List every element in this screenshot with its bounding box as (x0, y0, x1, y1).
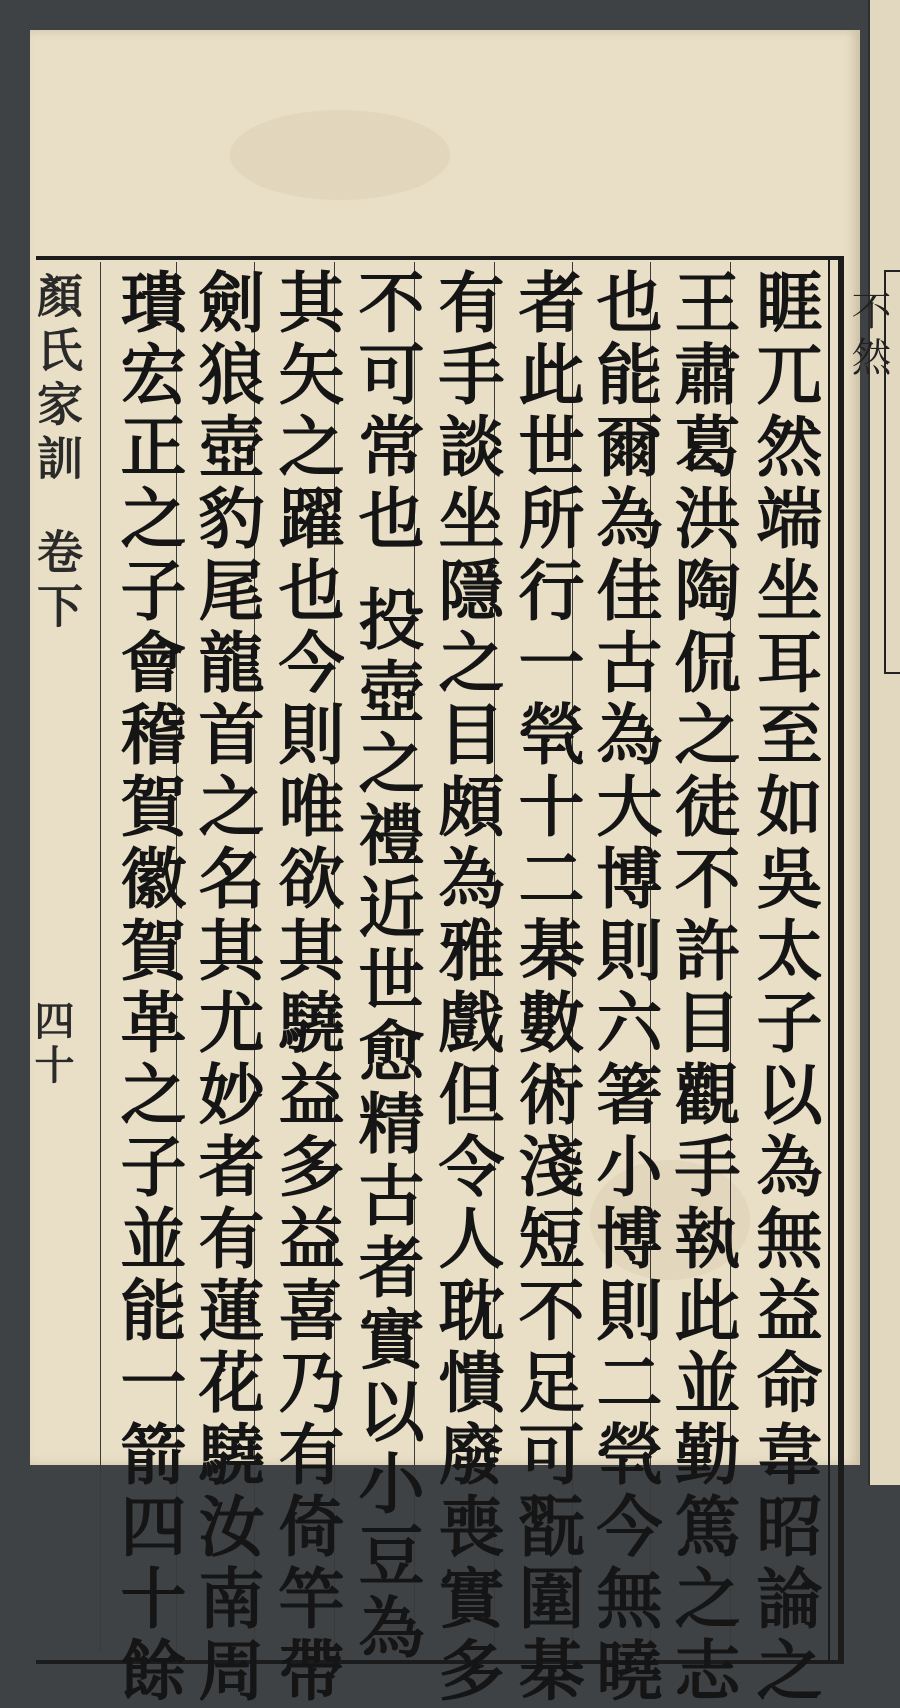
text-column-7: 其矢之躍也今則唯欲其驍益多益喜乃有倚竿帶 (267, 268, 345, 1708)
text-column-2: 王肅葛洪陶侃之徒不許目觀手執此並勤篤之志 (663, 268, 741, 1708)
adjacent-page-text: 不然 (845, 290, 891, 382)
adjacent-page (845, 0, 900, 1485)
folio-number: 四十 (28, 1000, 75, 1088)
paper-stain (230, 110, 450, 200)
text-column-4: 者此世所行一煢十二棊數術淺短不足可翫圍棊 (507, 268, 585, 1708)
text-column-8: 劍狼壺豹尾龍首之名其尤妙者有蓮花驍汝南周 (187, 268, 265, 1708)
text-column-1: 睚兀然端坐耳至如吳太子以為無益命韋昭論之 (745, 268, 823, 1708)
text-column-5: 有手談坐隱之目頗為雅戲但令人耽憒廢喪實多 (427, 268, 505, 1708)
text-column-6: 不可常也 投壺之禮近世愈精古者實以小豆為 (347, 268, 425, 1665)
text-column-3: 也能爾為佳古為大博則六箸小博則二煢今無曉 (585, 268, 663, 1708)
margin-book-title: 顏氏家訓 (30, 272, 84, 488)
margin-volume: 卷下 (30, 528, 84, 636)
margin-title (30, 272, 84, 636)
column-rule (100, 262, 101, 1652)
text-column-9: 璝宏正之子會稽賀徽賀革之子並能一箭四十餘 (109, 268, 187, 1708)
